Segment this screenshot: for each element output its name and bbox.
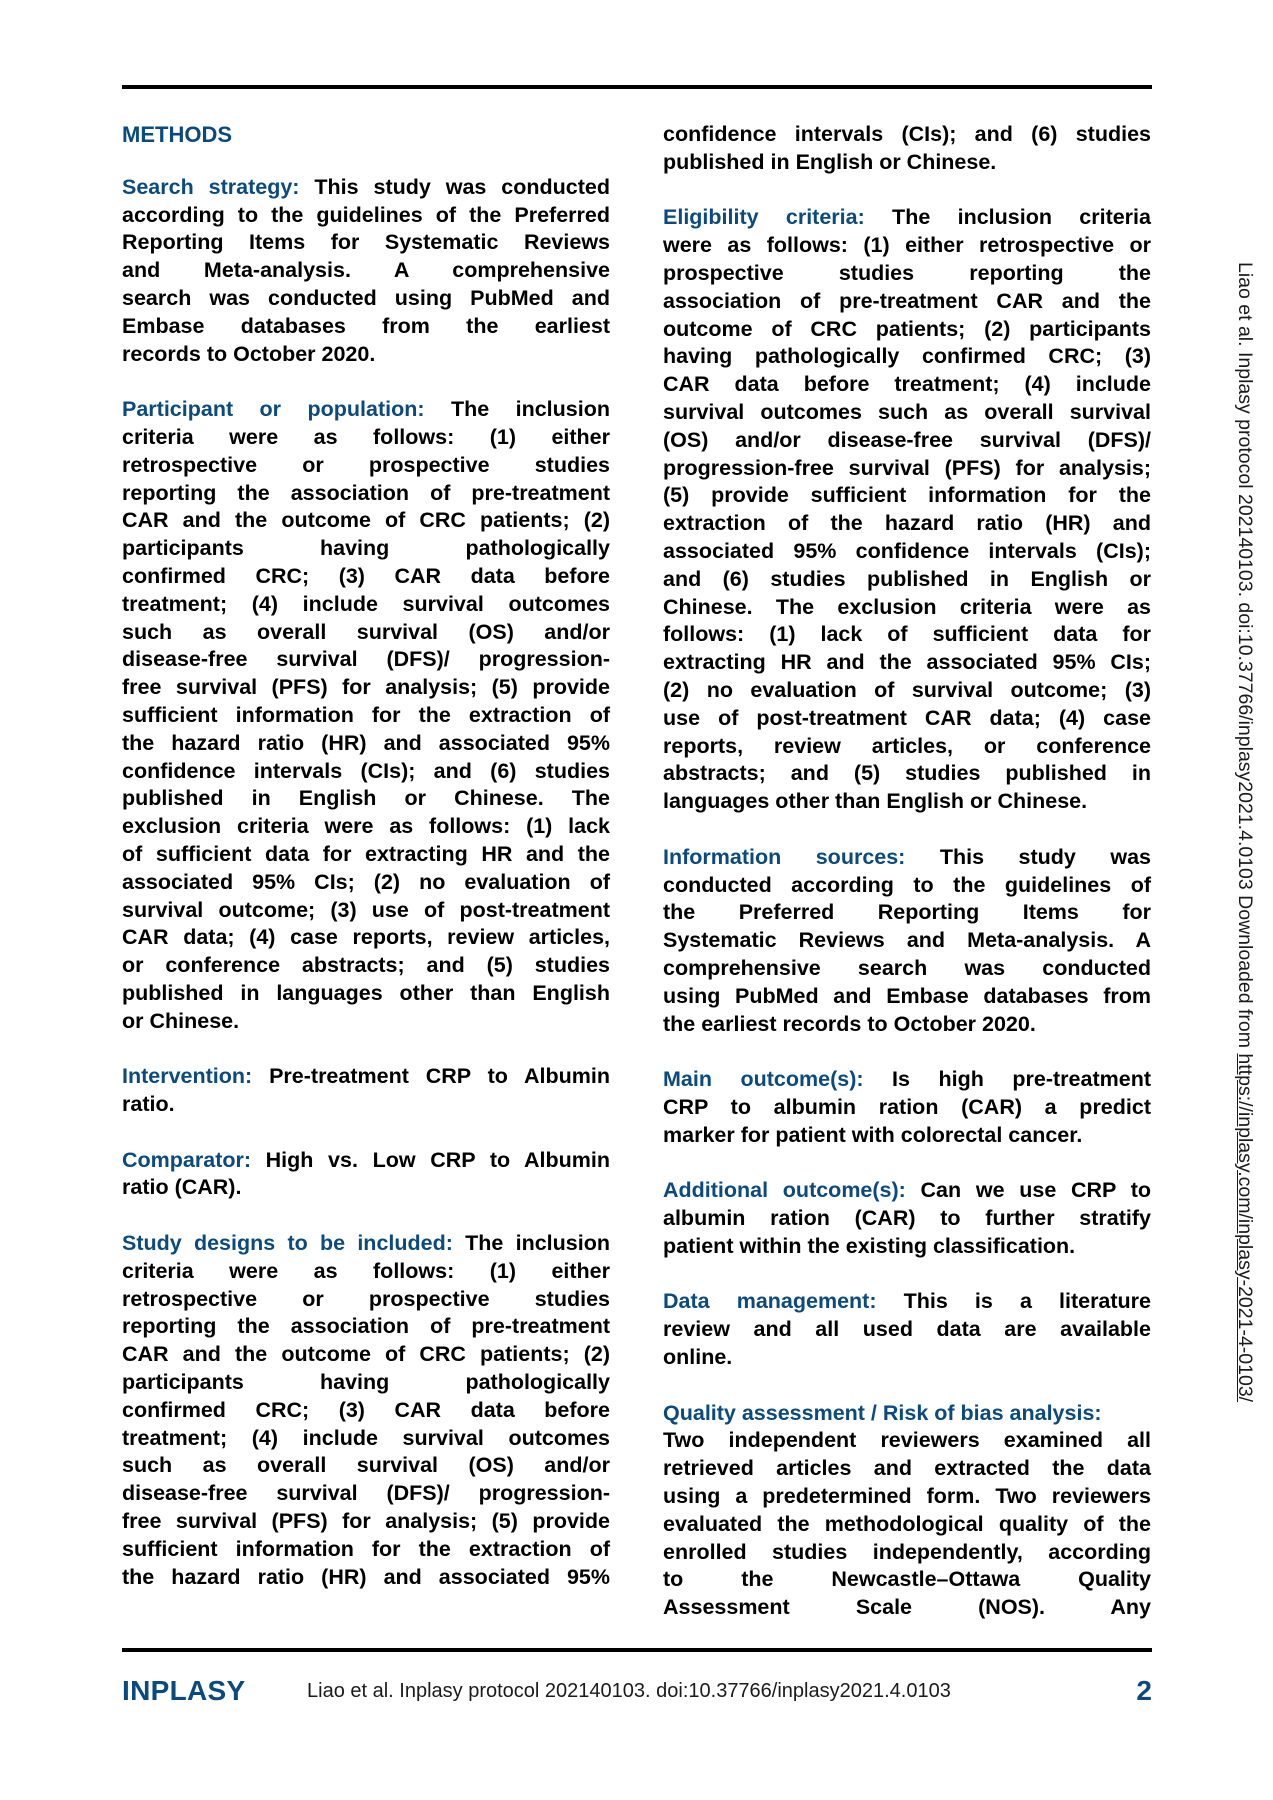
- text-line: associated 95% confidence intervals (CIs);: [663, 538, 1151, 563]
- paragraph-text: The inclusion: [452, 1231, 610, 1256]
- paragraph: [663, 844, 1151, 1039]
- text-line: [122, 1230, 610, 1258]
- text-line: the Preferred Reporting Items for: [663, 900, 1151, 925]
- header-rule: [122, 85, 1152, 89]
- text-line: survival outcome; (3) use of post-treatment: [122, 897, 610, 922]
- footer-rule: [122, 1648, 1152, 1652]
- text-line: [122, 174, 610, 202]
- paragraph-text: This is a literature: [876, 1289, 1152, 1314]
- text-line: use of post-treatment CAR data; (4) case: [663, 705, 1151, 730]
- paragraph-heading: Main outcome(s):: [663, 1067, 864, 1092]
- paragraph-text: This study was conducted: [299, 174, 611, 199]
- text-line: follows: (1) lack of sufficient data for: [663, 622, 1151, 647]
- paragraph: [663, 204, 1151, 816]
- text-line: criteria were as follows: (1) either: [122, 1258, 610, 1283]
- paragraph: [663, 121, 1151, 177]
- paragraph-heading: Quality assessment / Risk of bias analysis:: [663, 1400, 1102, 1425]
- text-line: [122, 1063, 610, 1091]
- text-line: Systematic Reviews and Meta-analysis. A: [663, 928, 1151, 953]
- left-column: [122, 121, 610, 1619]
- text-line: confidence intervals (CIs); and (6) studies: [122, 758, 610, 783]
- text-line: Reporting Items for Systematic Reviews: [122, 230, 610, 255]
- text-line: associated 95% CIs; (2) no evaluation of: [122, 869, 610, 894]
- text-line: sufficient information for the extraction of: [122, 702, 610, 727]
- text-line: [663, 844, 1151, 872]
- text-line: Two independent reviewers examined all: [663, 1428, 1151, 1453]
- text-line: treatment; (4) include survival outcomes: [122, 1425, 610, 1450]
- page-number: 2: [1136, 1675, 1152, 1706]
- paragraph-text: The inclusion criteria: [864, 205, 1151, 230]
- section-title: METHODS: [122, 122, 232, 147]
- text-line: confirmed CRC; (3) CAR data before: [122, 563, 610, 588]
- footer-citation: Liao et al. Inplasy protocol 202140103. doi:10.37766/inplasy2021.4.0103: [307, 1680, 951, 1702]
- paragraph: [122, 396, 610, 1035]
- paragraph: [663, 1066, 1151, 1149]
- paragraph: [122, 1063, 610, 1119]
- text-line: the hazard ratio (HR) and associated 95%: [122, 730, 610, 755]
- text-line: ratio.: [122, 1092, 175, 1117]
- text-line: of sufficient data for extracting HR and the: [122, 841, 610, 866]
- text-line: enrolled studies independently, according: [663, 1539, 1151, 1564]
- text-line: confidence intervals (CIs); and (6) studies: [663, 122, 1151, 146]
- paragraph: [122, 174, 610, 369]
- text-line: participants having pathologically: [122, 536, 610, 561]
- text-line: albumin ration (CAR) to further stratify: [663, 1206, 1151, 1231]
- text-line: having pathologically confirmed CRC; (3): [663, 344, 1151, 369]
- text-line: [663, 204, 1151, 232]
- text-line: disease-free survival (DFS)/ progression-: [122, 1481, 610, 1506]
- paragraph-text: High vs. Low CRP to Albumin: [251, 1147, 610, 1172]
- text-line: marker for patient with colorectal cancer.: [663, 1122, 1083, 1147]
- paragraph-heading: Intervention:: [122, 1064, 253, 1089]
- text-line: exclusion criteria were as follows: (1) lack: [122, 814, 610, 839]
- text-line: (2) no evaluation of survival outcome; (3): [663, 677, 1151, 702]
- text-line: treatment; (4) include survival outcomes: [122, 591, 610, 616]
- paragraph-heading: Additional outcome(s):: [663, 1178, 906, 1203]
- paragraph-text: Is high pre-treatment: [863, 1067, 1151, 1092]
- text-line: retrieved articles and extracted the data: [663, 1456, 1151, 1481]
- right-paragraphs: [663, 121, 1151, 1622]
- text-line: [663, 1288, 1151, 1316]
- text-line: published in languages other than English: [122, 980, 610, 1005]
- text-line: free survival (PFS) for analysis; (5) provide: [122, 1509, 610, 1534]
- right-column: [663, 121, 1151, 1650]
- paragraph-text: Can we use CRP to: [905, 1178, 1151, 1203]
- text-line: such as overall survival (OS) and/or: [122, 619, 610, 644]
- text-line: reporting the association of pre-treatment: [122, 480, 610, 505]
- text-line: patient within the existing classification.: [663, 1233, 1076, 1258]
- text-line: extraction of the hazard ratio (HR) and: [663, 511, 1151, 536]
- text-line: participants having pathologically: [122, 1370, 610, 1395]
- paragraph-heading: Search strategy:: [122, 174, 300, 199]
- text-line: confirmed CRC; (3) CAR data before: [122, 1397, 610, 1422]
- paragraph: [663, 1288, 1151, 1371]
- text-line: CAR and the outcome of CRC patients; (2): [122, 1342, 610, 1367]
- text-line: languages other than English or Chinese.: [663, 789, 1088, 814]
- text-line: (OS) and/or disease-free survival (DFS)/: [663, 427, 1151, 452]
- paragraph: [122, 1147, 610, 1203]
- text-line: [663, 1066, 1151, 1094]
- paragraph-heading: Information sources:: [663, 844, 906, 869]
- text-line: conducted according to the guidelines of: [663, 872, 1151, 897]
- text-line: disease-free survival (DFS)/ progression-: [122, 647, 610, 672]
- side-citation-text: Liao et al. Inplasy protocol 202140103. doi:10.37766/inplasy2021.4.0103 Downloaded from: [1234, 262, 1256, 1054]
- side-citation: [1233, 262, 1256, 1402]
- text-line: CAR data; (4) case reports, review articles,: [122, 925, 610, 950]
- text-line: reporting the association of pre-treatment: [122, 1314, 610, 1339]
- text-line: association of pre-treatment CAR and the: [663, 288, 1151, 313]
- text-line: published in English or Chinese. The: [122, 786, 610, 811]
- paragraph: [122, 1230, 610, 1591]
- paragraph-text: The inclusion: [424, 397, 610, 422]
- text-line: outcome of CRC patients; (2) participants: [663, 316, 1151, 341]
- text-line: free survival (PFS) for analysis; (5) provide: [122, 675, 610, 700]
- text-line: or conference abstracts; and (5) studies: [122, 953, 610, 978]
- text-line: Embase databases from the earliest: [122, 313, 610, 338]
- text-line: progression-free survival (PFS) for analysis;: [663, 455, 1151, 480]
- text-line: comprehensive search was conducted: [663, 955, 1151, 980]
- paragraph-heading: Eligibility criteria:: [663, 205, 865, 230]
- text-line: prospective studies reporting the: [663, 260, 1151, 285]
- text-line: (5) provide sufficient information for the: [663, 483, 1151, 508]
- text-line: [122, 1147, 610, 1175]
- text-line: [122, 396, 610, 424]
- text-line: such as overall survival (OS) and/or: [122, 1453, 610, 1478]
- paragraph-text: This study was: [905, 844, 1151, 869]
- text-line: online.: [663, 1345, 733, 1370]
- text-line: Assessment Scale (NOS). Any: [663, 1595, 1151, 1620]
- paragraph: [663, 1400, 1151, 1622]
- text-line: or Chinese.: [122, 1008, 240, 1033]
- text-line: [663, 1177, 1151, 1205]
- text-line: ratio (CAR).: [122, 1175, 242, 1200]
- text-line: the hazard ratio (HR) and associated 95%: [122, 1564, 610, 1589]
- text-line: extracting HR and the associated 95% CIs;: [663, 650, 1151, 675]
- text-line: were as follows: (1) either retrospective or: [663, 233, 1151, 258]
- text-line: review and all used data are available: [663, 1317, 1151, 1342]
- text-line: CAR data before treatment; (4) include: [663, 372, 1151, 397]
- text-line: survival outcomes such as overall survival: [663, 399, 1151, 424]
- text-line: CAR and the outcome of CRC patients; (2): [122, 508, 610, 533]
- text-line: criteria were as follows: (1) either: [122, 424, 610, 449]
- paragraph-heading: Data management:: [663, 1289, 877, 1314]
- text-line: the earliest records to October 2020.: [663, 1011, 1036, 1036]
- footer-brand-logo: INPLASY: [122, 1675, 246, 1706]
- left-paragraphs: [122, 174, 610, 1592]
- text-line: CRP to albumin ration (CAR) a predict: [663, 1094, 1151, 1119]
- text-line: according to the guidelines of the Preferred: [122, 202, 610, 227]
- text-line: using PubMed and Embase databases from: [663, 983, 1151, 1008]
- text-line: published in English or Chinese.: [663, 149, 997, 174]
- text-line: to the Newcastle–Ottawa Quality: [663, 1567, 1151, 1592]
- text-line: reports, review articles, or conference: [663, 733, 1151, 758]
- paragraph-heading: Comparator:: [122, 1147, 252, 1172]
- text-line: and Meta-analysis. A comprehensive: [122, 258, 610, 283]
- text-line: retrospective or prospective studies: [122, 1286, 610, 1311]
- text-line: and (6) studies published in English or: [663, 566, 1151, 591]
- text-line: Chinese. The exclusion criteria were as: [663, 594, 1151, 619]
- paragraph-text: Pre-treatment CRP to Albumin: [252, 1064, 610, 1089]
- text-line: search was conducted using PubMed and: [122, 285, 610, 310]
- text-line: records to October 2020.: [122, 341, 376, 366]
- text-line: evaluated the methodological quality of the: [663, 1511, 1151, 1536]
- paragraph-heading: Participant or population:: [122, 397, 425, 422]
- side-citation-link[interactable]: https://inplasy.com/inplasy-2021-4-0103/: [1234, 1053, 1256, 1403]
- text-line: retrospective or prospective studies: [122, 452, 610, 477]
- text-line: abstracts; and (5) studies published in: [663, 761, 1151, 786]
- paragraph-heading: Study designs to be included:: [122, 1231, 453, 1256]
- paragraph: [663, 1177, 1151, 1260]
- text-line: using a predetermined form. Two reviewers: [663, 1484, 1151, 1509]
- text-line: sufficient information for the extraction of: [122, 1536, 610, 1561]
